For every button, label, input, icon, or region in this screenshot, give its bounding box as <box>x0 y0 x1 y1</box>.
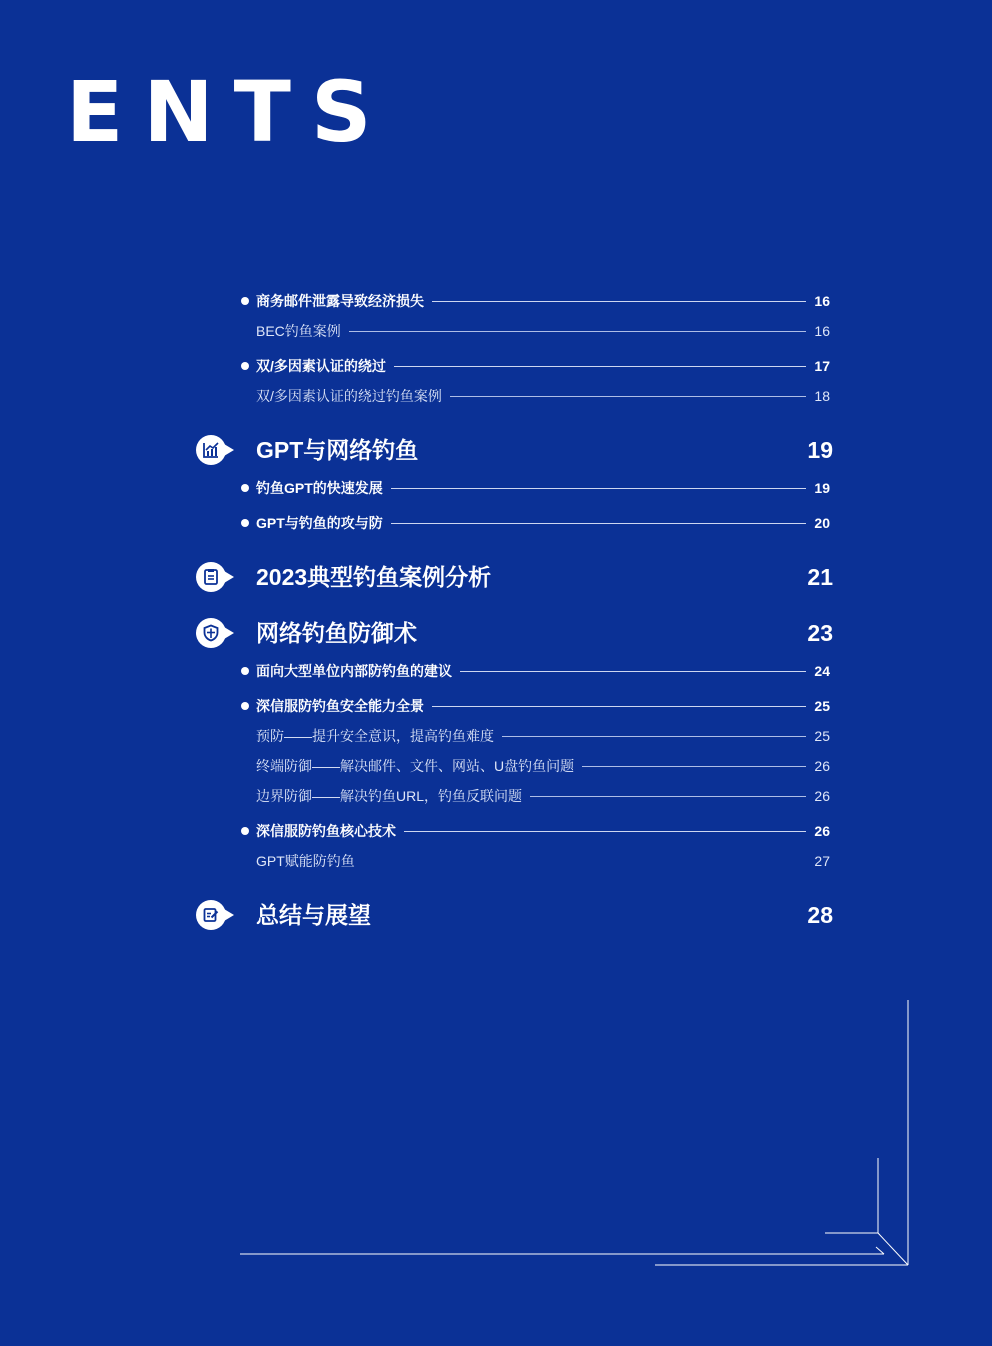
toc-chapter-title: 总结与展望 <box>256 902 371 928</box>
toc-entry-page: 19 <box>808 477 830 499</box>
toc-entry-page: 25 <box>808 695 830 717</box>
toc-chapter-title: 2023典型钓鱼案例分析 <box>256 564 492 590</box>
toc-entry-page: 20 <box>808 512 830 534</box>
toc-entry-title: BEC钓鱼案例 <box>256 320 349 342</box>
toc-entry-title: 双/多因素认证的绕过 <box>256 355 394 377</box>
toc-chapter-page: 21 <box>807 564 833 590</box>
toc-chapter-page: 23 <box>807 620 833 646</box>
toc-entry-title: 面向大型单位内部防钓鱼的建议 <box>256 660 460 682</box>
toc-entry-title: GPT赋能防钓鱼 <box>256 850 363 872</box>
toc-entry-title: GPT与钓鱼的攻与防 <box>256 512 391 534</box>
toc-chapter-title: GPT与网络钓鱼 <box>256 437 419 463</box>
toc-entry-title: 边界防御——解决钓鱼URL，钓鱼反联问题 <box>256 785 530 807</box>
toc-entry-page: 26 <box>808 785 830 807</box>
toc-entry-page: 17 <box>808 355 830 377</box>
toc-entry-title: 双/多因素认证的绕过钓鱼案例 <box>256 385 450 407</box>
toc-entry-title: 深信服防钓鱼核心技术 <box>256 820 404 842</box>
toc-chapter-page: 19 <box>807 437 833 463</box>
toc-entry-page: 16 <box>808 290 830 312</box>
toc-entry-title: 钓鱼GPT的快速发展 <box>256 477 391 499</box>
toc-entry-page: 25 <box>808 725 830 747</box>
toc-entry-page: 27 <box>808 850 830 872</box>
toc-entry-page: 16 <box>808 320 830 342</box>
toc-entry-title: 深信服防钓鱼安全能力全景 <box>256 695 432 717</box>
toc-chapter-page: 28 <box>807 902 833 928</box>
toc-entry-page: 26 <box>808 755 830 777</box>
toc-entry-page: 18 <box>808 385 830 407</box>
toc-entry-page: 24 <box>808 660 830 682</box>
toc-entry-title: 商务邮件泄露导致经济损失 <box>256 290 432 312</box>
toc-entry-title: 终端防御——解决邮件、文件、网站、U盘钓鱼问题 <box>256 755 582 777</box>
toc-chapter-title: 网络钓鱼防御术 <box>256 620 417 646</box>
page-heading: ENTS <box>66 63 392 161</box>
toc-entry-title: 预防——提升安全意识，提高钓鱼难度 <box>256 725 502 747</box>
toc-entry-page: 26 <box>808 820 830 842</box>
